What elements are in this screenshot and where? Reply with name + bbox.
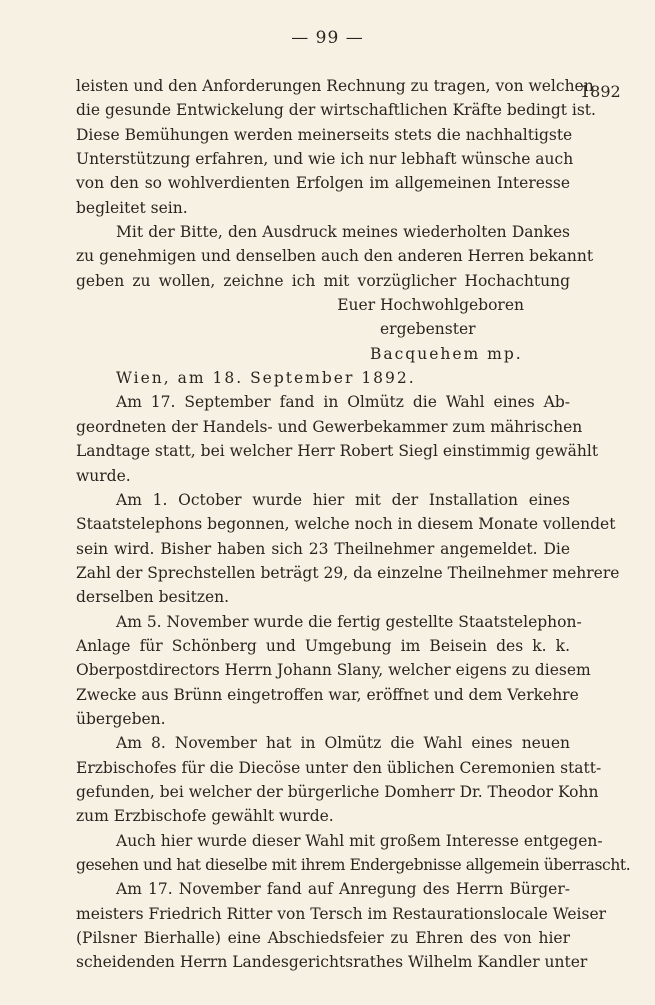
text-line: gesehen und hat dieselbe mit ihrem Endergebnisse allgemein überrascht. <box>76 856 631 874</box>
body-text <box>76 74 631 975</box>
page-number: — 99 — <box>291 28 364 48</box>
text-line: gefunden, bei welcher der bürgerliche Domherr Dr. Theodor Kohn <box>76 782 599 801</box>
text-line: geben zu wollen, zeichne ich mit vorzüglicher Hochachtung <box>76 271 570 290</box>
text-line: Mit der Bitte, den Ausdruck meines wiederholten Dankes <box>116 223 570 242</box>
text-line: Am 17. September fand in Olmütz die Wahl eines Ab- <box>116 393 570 412</box>
text-line: Auch hier wurde dieser Wahl mit großem Interesse entgegen- <box>116 831 603 850</box>
text-line: Zahl der Sprechstellen beträgt 29, da einzelne Theilnehmer mehrere <box>76 563 620 582</box>
text-line: übergeben. <box>76 709 166 728</box>
signature-line: Bacquehem mp. <box>370 344 523 363</box>
text-line: scheidenden Herrn Landesgerichtsrathes Wilhelm Kandler unter <box>76 953 588 972</box>
text-line: zu genehmigen und denselben auch den anderen Herren bekannt <box>76 247 594 266</box>
text-line: Am 5. November wurde die fertig gestellte Staatstelephon- <box>116 612 582 631</box>
margin-year: 1892 <box>580 82 621 101</box>
text-line: begleitet sein. <box>76 198 188 217</box>
text-line: wurde. <box>76 466 131 485</box>
text-line: Zwecke aus Brünn eingetroffen war, eröffnet und dem Verkehre <box>76 685 579 704</box>
text-line: Am 17. November fand auf Anregung des Herrn Bürger- <box>116 880 570 899</box>
text-line: (Pilsner Bierhalle) eine Abschiedsfeier zu Ehren des von hier <box>76 929 570 948</box>
text-line: Landtage statt, bei welcher Herr Robert Siegl einstimmig gewählt <box>76 442 599 461</box>
text-line: die gesunde Entwickelung der wirtschaftlichen Kräfte bedingt ist. <box>76 101 596 120</box>
text-line: Anlage für Schönberg und Umgebung im Beisein des k. k. <box>76 636 570 655</box>
text-line: derselben besitzen. <box>76 588 230 607</box>
text-line: sein wird. Bisher haben sich 23 Theilnehmer angemeldet. Die <box>76 539 570 558</box>
text-line: Oberpostdirectors Herrn Johann Slany, welcher eigens zu diesem <box>76 661 591 680</box>
text-line: Am 1. October wurde hier mit der Installation eines <box>116 490 570 509</box>
text-line: Unterstützung erfahren, und wie ich nur lebhaft wünsche auch <box>76 150 574 169</box>
text-line: Staatstelephons begonnen, welche noch in diesem Monate vollendet <box>76 515 616 534</box>
text-line: Erzbischofes für die Diecöse unter den üblichen Ceremonien statt- <box>76 758 602 777</box>
text-line: leisten und den Anforderungen Rechnung zu tragen, von welchen <box>76 77 594 95</box>
text-line: zum Erzbischofe gewählt wurde. <box>76 807 334 826</box>
text-line: meisters Friedrich Ritter von Tersch im Restaurationslocale Weiser <box>76 904 607 923</box>
closing-line: ergebenster <box>380 320 476 339</box>
date-line: Wien, am 18. September 1892. <box>116 369 416 388</box>
text-line: geordneten der Handels- und Gewerbekammer zum mährischen <box>76 417 583 436</box>
text-line: Am 8. November hat in Olmütz die Wahl eines neuen <box>116 734 570 753</box>
text-line: von den so wohlverdienten Erfolgen im allgemeinen Interesse <box>76 174 570 193</box>
salutation-line: Euer Hochwohlgeboren <box>337 296 524 315</box>
text-line: Diese Bemühungen werden meinerseits stets die nachhaltigste <box>76 125 573 144</box>
